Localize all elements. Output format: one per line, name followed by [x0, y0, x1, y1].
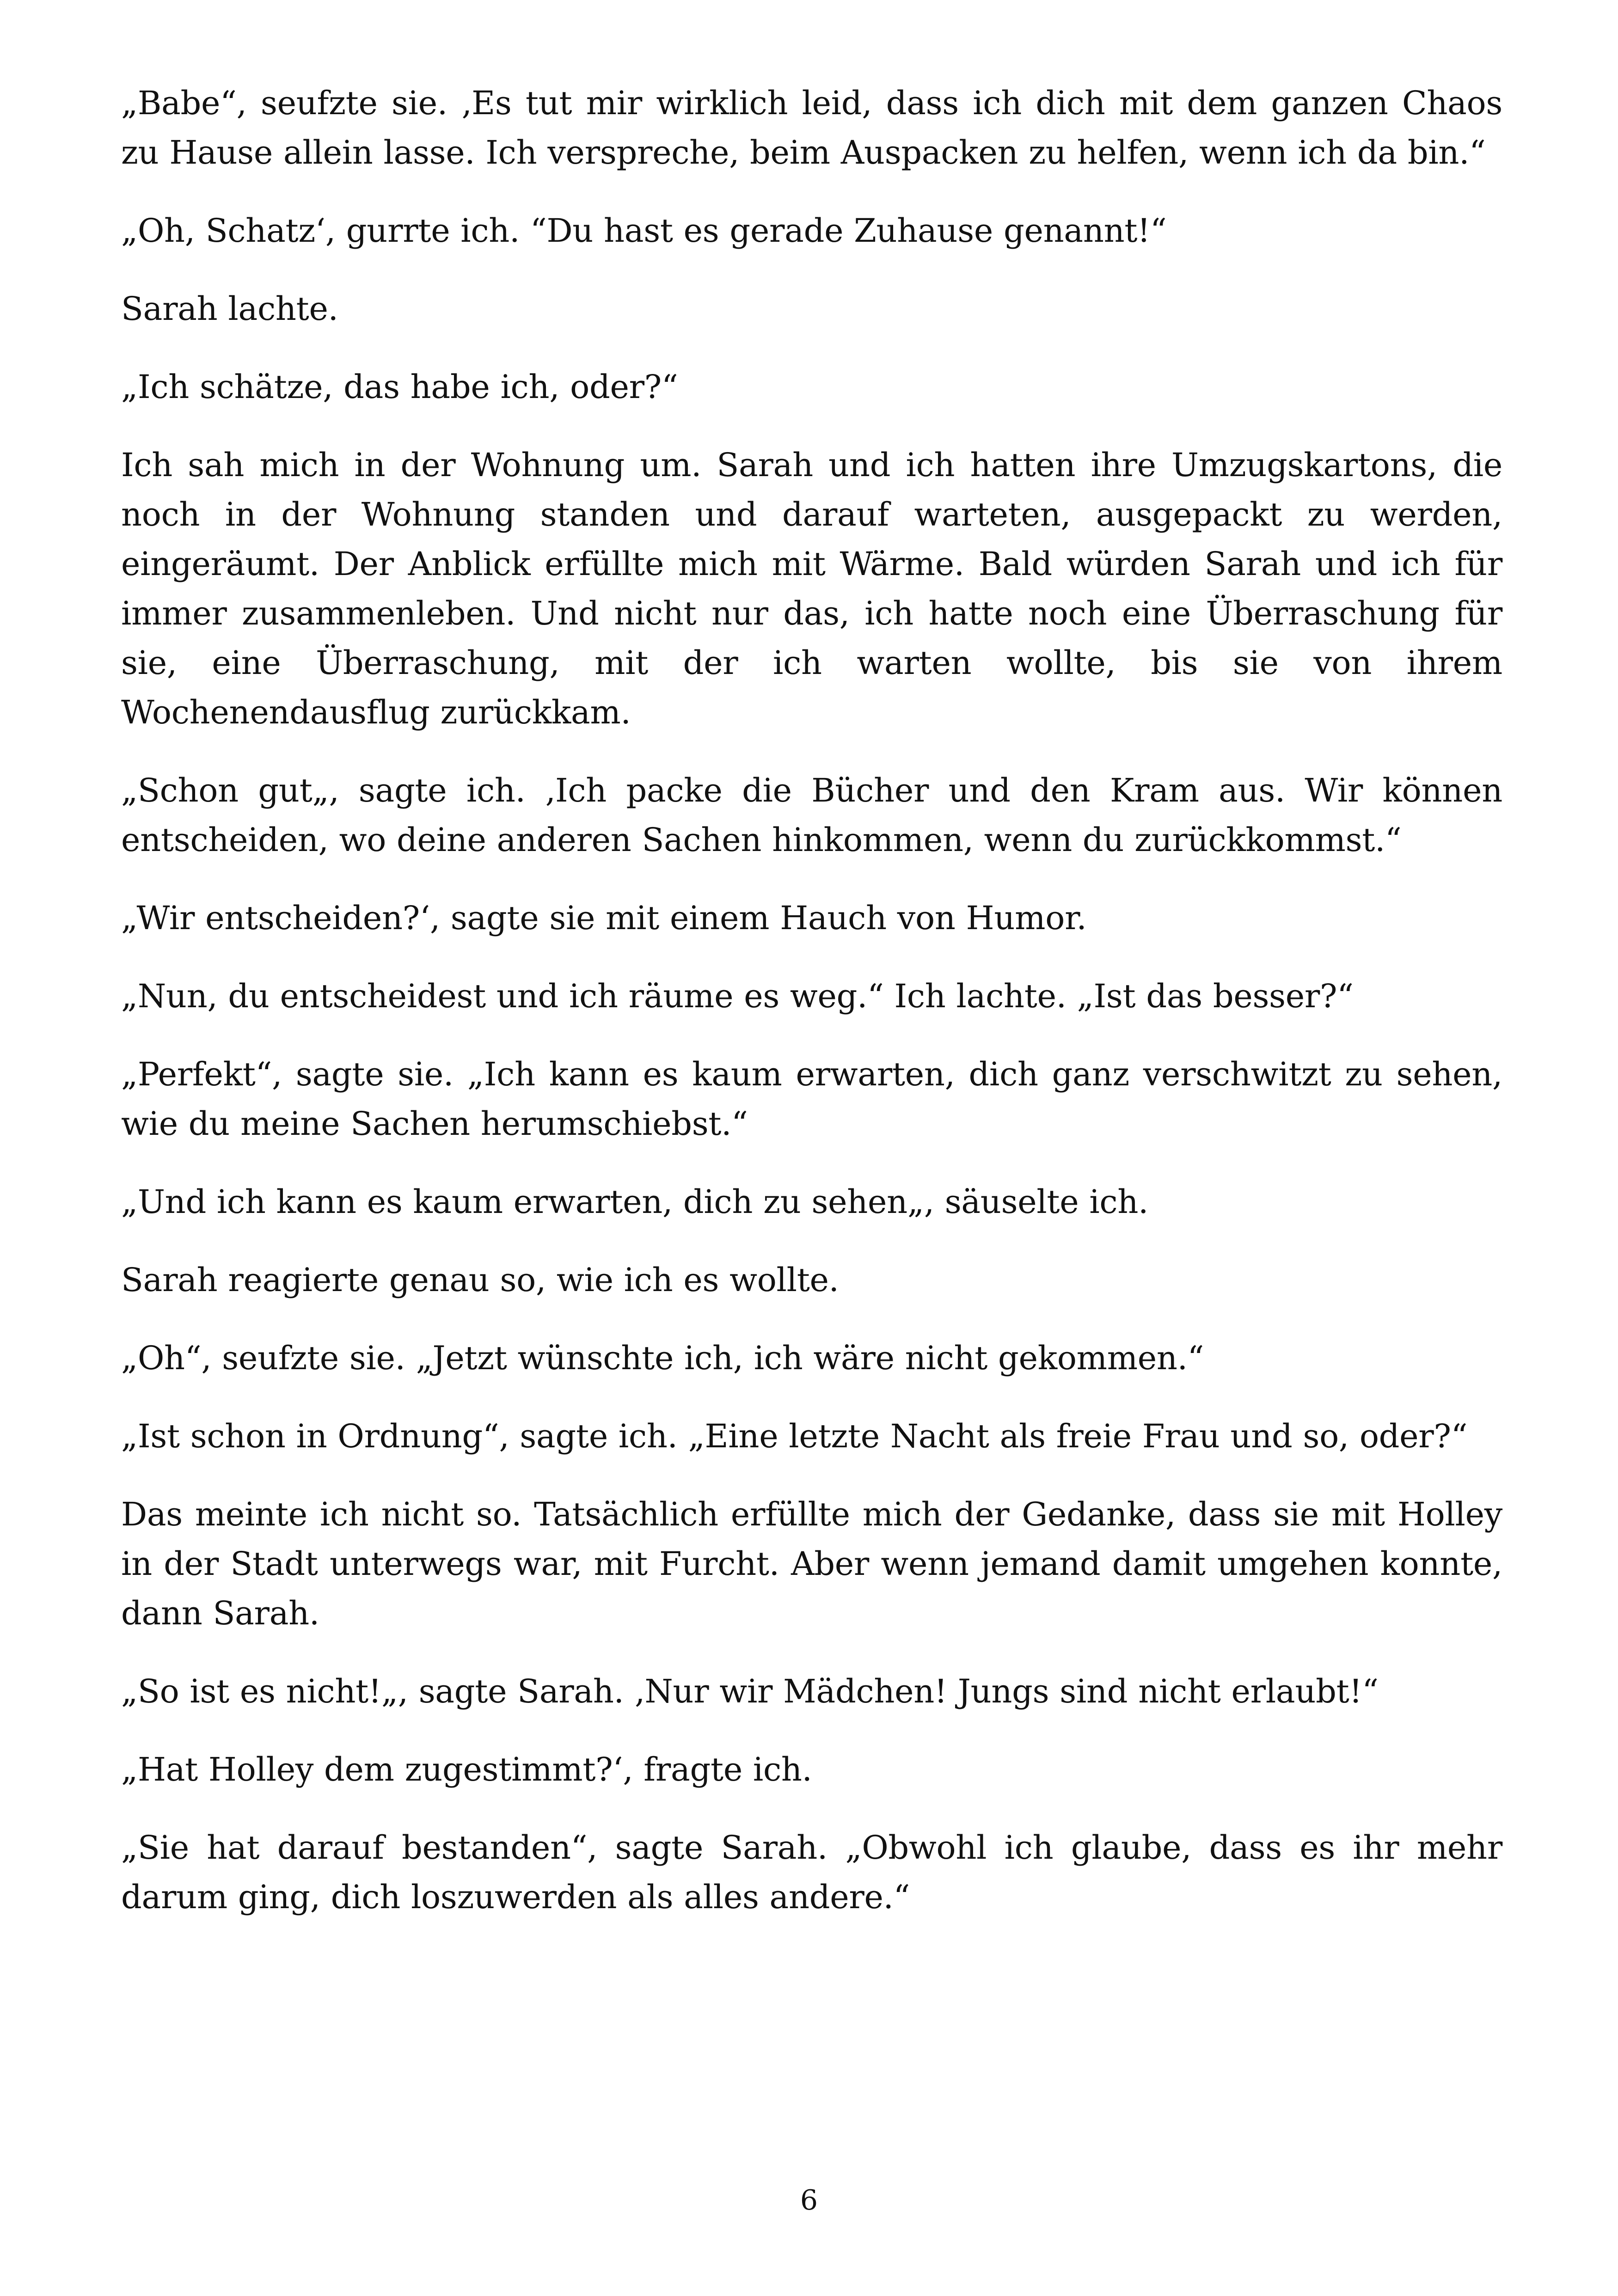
paragraph: „Ist schon in Ordnung“, sagte ich. „Eine letzte Nacht als freie Frau und so, oder?“	[121, 1417, 1468, 1455]
paragraph: „Perfekt“, sagte sie. „Ich kann es kaum erwarten, dich ganz verschwitzt zu sehen, wie du meine Sachen herumschiebst.“	[121, 1055, 1502, 1143]
paragraph: „Schon gut„, sagte ich. ‚Ich packe die Bücher und den Kram aus. Wir können entscheiden, wo deine anderen Sachen hinkommen, wenn du zurückkommst.“	[121, 771, 1502, 859]
paragraph: „Wir entscheiden?‘, sagte sie mit einem Hauch von Humor.	[121, 899, 1087, 937]
paragraph: Sarah lachte.	[121, 290, 338, 328]
paragraph: Das meinte ich nicht so. Tatsächlich erfüllte mich der Gedanke, dass sie mit Holley in der Stadt unterwegs war, mit Furcht. Aber wenn jemand damit umgehen konnte, dann Sarah.	[121, 1495, 1502, 1632]
paragraph: „Ich schätze, das habe ich, oder?“	[121, 368, 678, 406]
paragraph: Ich sah mich in der Wohnung um. Sarah und ich hatten ihre Umzugskartons, die noch in der Wohnung standen und darauf warteten, ausgepackt zu werden, eingeräumt. Der Anblick erfüllte mich mit Wärme. Bald würden Sarah und ich für immer zusammenleben. Und nicht nur das, ich hatte noch eine Überraschung für sie, eine Überraschung, mit der ich warten wollte, bis sie von ihrem Wochenendausflug zurückkam.	[121, 446, 1502, 731]
paragraph: „Oh“, seufzte sie. „Jetzt wünschte ich, ich wäre nicht gekommen.“	[121, 1339, 1204, 1377]
document-page	[121, 79, 1502, 1951]
paragraph: „So ist es nicht!„, sagte Sarah. ‚Nur wir Mädchen! Jungs sind nicht erlaubt!“	[121, 1672, 1379, 1710]
paragraph: „Sie hat darauf bestanden“, sagte Sarah. „Obwohl ich glaube, dass es ihr mehr darum ging, dich loszuwerden als alles andere.“	[121, 1829, 1502, 1916]
paragraph: „Babe“, seufzte sie. ‚Es tut mir wirklich leid, dass ich dich mit dem ganzen Chaos zu Hause allein lasse. Ich verspreche, beim Auspacken zu helfen, wenn ich da bin.“	[121, 84, 1502, 171]
paragraph: „Und ich kann es kaum erwarten, dich zu sehen„, säuselte ich.	[121, 1183, 1149, 1221]
page-number: 6	[800, 2184, 818, 2216]
paragraph: „Hat Holley dem zugestimmt?‘, fragte ich.	[121, 1751, 812, 1788]
paragraph: „Oh, Schatz‘, gurrte ich. “Du hast es gerade Zuhause genannt!“	[121, 212, 1167, 250]
paragraph: „Nun, du entscheidest und ich räume es weg.“ Ich lachte. „Ist das besser?“	[121, 977, 1354, 1015]
paragraph: Sarah reagierte genau so, wie ich es wollte.	[121, 1261, 839, 1299]
